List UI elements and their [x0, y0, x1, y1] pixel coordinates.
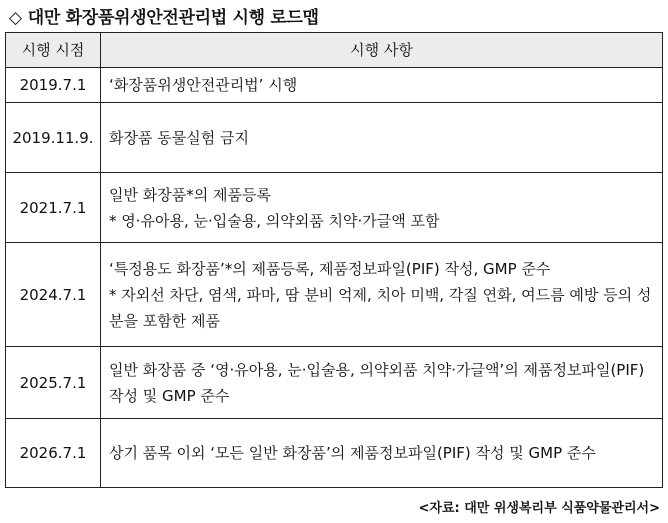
table-row — [6, 243, 663, 347]
row-desc — [101, 243, 663, 347]
table-row — [6, 419, 663, 488]
header-item: 시행 사항 — [101, 33, 663, 68]
header-date: 시행 시점 — [6, 33, 101, 68]
desc-note: * 자외선 차단, 염색, 파마, 땀 분비 억제, 치아 미백, 각질 연화, 여드름 예방 등의 성분을 포함한 제품 — [109, 285, 652, 330]
desc-line: 화장품 동물실험 금지 — [109, 128, 249, 147]
table-row — [6, 173, 663, 243]
row-date: 2021.7.1 — [6, 173, 101, 243]
roadmap-table — [5, 32, 663, 488]
desc-line: 상기 품목 이외 ‘모든 일반 화장품’의 제품정보파일(PIF) 작성 및 GMP 준수 — [109, 444, 596, 462]
row-desc — [101, 173, 663, 243]
row-desc — [101, 103, 663, 173]
row-desc — [101, 68, 663, 103]
desc-line: ‘화장품위생안전관리법’ 시행 — [109, 76, 298, 94]
desc-line: 일반 화장품*의 제품등록 — [109, 185, 271, 204]
table-row — [6, 103, 663, 173]
page-title — [9, 3, 319, 28]
source-note: <자료: 대만 위생복리부 식품약물관리서> — [418, 501, 660, 516]
desc-note: * 영·유아용, 눈·입술용, 의약외품 치약·가글액 포함 — [109, 211, 440, 230]
diamond-icon: ◇ — [9, 8, 22, 28]
row-date: 2024.7.1 — [6, 243, 101, 347]
row-date: 2019.7.1 — [6, 68, 101, 103]
row-date: 2019.11.9. — [6, 103, 101, 173]
desc-line: 일반 화장품 중 ‘영·유아용, 눈·입술용, 의약외품 치약·가글액’의 제품정보파일(PIF) 작성 및 GMP 준수 — [109, 360, 645, 405]
page-title-text: 대만 화장품위생안전관리법 시행 로드맵 — [27, 8, 319, 28]
row-date: 2026.7.1 — [6, 419, 101, 488]
row-date: 2025.7.1 — [6, 347, 101, 419]
table-row — [6, 68, 663, 103]
table-header-row — [6, 33, 663, 68]
table-row — [6, 347, 663, 419]
row-desc — [101, 347, 663, 419]
row-desc — [101, 419, 663, 488]
desc-line: ‘특정용도 화장품’*의 제품등록, 제품정보파일(PIF) 작성, GMP 준수 — [109, 259, 551, 278]
